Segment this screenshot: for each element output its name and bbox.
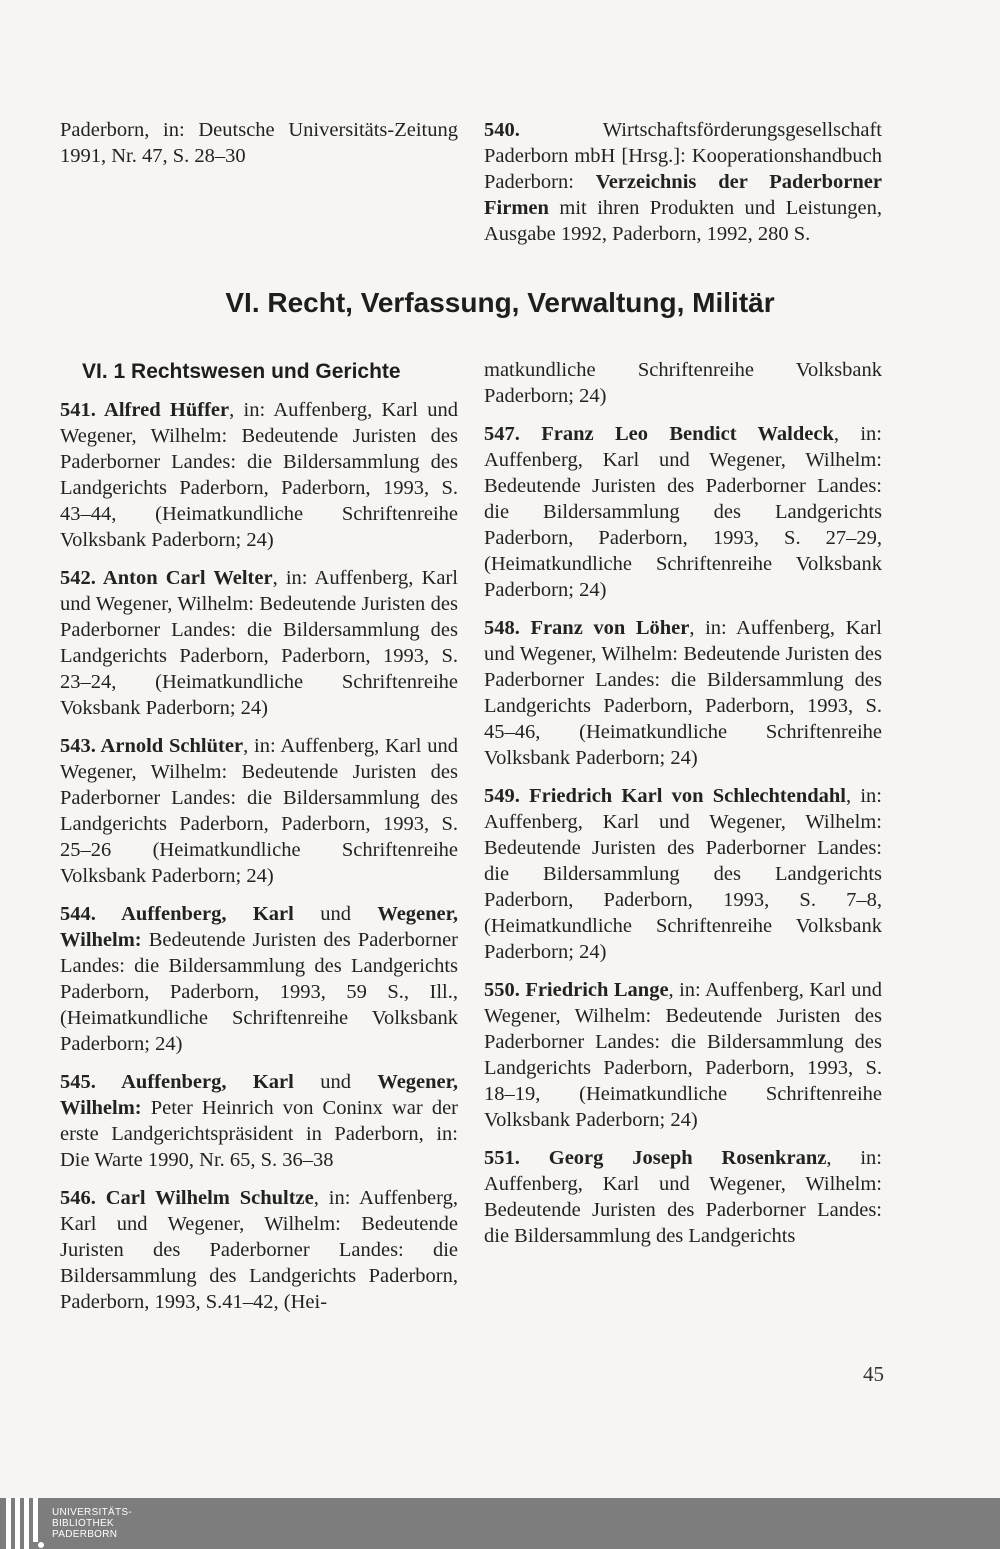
- entry-number: 545.: [60, 1071, 96, 1093]
- entry-name: Franz Leo Bendict Waldeck: [519, 423, 834, 445]
- entry-number: 543.: [60, 735, 96, 757]
- entry-text: , in: Auffenberg, Karl und Wegener, Wilhelm: Bedeutende Juristen des Paderborner Landes: die Bildersammlung des Landgerichts Paderborn, Paderborn, 1993, S. 45–46, (Heimatkundliche Schriftenreihe Volksbank Paderborn; 24): [484, 617, 882, 769]
- entry-text: mit ihren Produkten und Leistungen, Ausgabe 1992, Paderborn, 1992, 280 S.: [484, 197, 882, 245]
- logo-line: PADERBORN: [52, 1529, 118, 1540]
- bibliography-entry-547: [484, 421, 882, 603]
- entry-name: Anton Carl Welter: [95, 567, 273, 589]
- entry-number: 550.: [484, 979, 520, 1001]
- entry-number: 541.: [60, 399, 96, 421]
- bibliography-continuation: matkundliche Schriftenreihe Volksbank Paderborn; 24): [484, 359, 882, 407]
- entry-name: Wegener, Wilhelm:: [60, 1071, 458, 1119]
- bibliography-entry-548: [484, 615, 882, 771]
- entry-text: , in: Auffenberg, Karl und Wegener, Wilhelm: Bedeutende Juristen des Paderborner Landes: die Bildersammlung des Landgerichts Paderborn, Paderborn, 1993, S. 18–19, (Heimatkundliche Schriftenreihe Volksbank Paderborn; 24): [484, 979, 882, 1131]
- subsection-title: VI. 1 Rechtswesen und Gerichte: [82, 360, 401, 383]
- bibliography-entry-544: [60, 901, 458, 1057]
- section-title: VI. Recht, Verfassung, Verwaltung, Militär: [225, 287, 775, 318]
- entry-text: Wirtschaftsförderungsgesellschaft Paderborn mbH [Hrsg.]: Kooperationshandbuch Paderborn:: [484, 119, 882, 193]
- entry-text: , in: Auffenberg, Karl und Wegener, Wilhelm: Bedeutende Juristen des Paderborner Landes: die Bildersammlung des Landgerichts Paderborn, Paderborn, 1993, S. 27–29, (Heimatkundliche Schriftenreihe Volksbank Paderborn; 24): [484, 423, 882, 601]
- logo-line: BIBLIOTHEK: [52, 1518, 114, 1529]
- bibliography-entry-549: [484, 783, 882, 965]
- entry-text: , in: Auffenberg, Karl und Wegener, Wilhelm: Bedeutende Juristen des Paderborner Landes: die Bildersammlung des Landgerichts Paderborn, Paderborn, 1993, S. 23–24, (Heimatkundliche Schriftenreihe Voksbank Paderborn; 24): [60, 567, 458, 719]
- entry-text: , in: Auffenberg, Karl und Wegener, Wilhelm: Bedeutende Juristen des Paderborner Landes: die Bildersammlung des Landgerichts Paderborn, Paderborn, 1993, S. 7–8, (Heimatkundliche Schriftenreihe Volksbank Paderborn; 24): [484, 785, 882, 963]
- bibliography-continuation: Paderborn, in: Deutsche Universitäts-Zeitung 1991, Nr. 47, S. 28–30: [60, 119, 458, 167]
- entry-number: 544.: [60, 903, 96, 925]
- entry-number: 551.: [484, 1147, 520, 1169]
- entry-text: , in: Auffenberg, Karl und Wegener, Wilhelm: Bedeutende Juristen des Paderborner Landes: die Bildersammlung des Landgerichts Paderborn, Paderborn, 1993, S. 43–44, (Heimatkundliche Schriftenreihe Volksbank Paderborn; 24): [60, 399, 458, 551]
- top-right-fragment: [484, 117, 882, 259]
- entry-name: Friedrich Lange: [519, 979, 669, 1001]
- bibliography-entry-551: [484, 1145, 882, 1249]
- entry-text: , in: Auffenberg, Karl und Wegener, Wilhelm: Bedeutende Juristen des Paderborner Landes: die Bildersammlung des Landgerichts Paderborn, Paderborn, 1993, S. 25–26 (Heimatkundliche Schriftenreihe Volksbank Paderborn; 24): [60, 735, 458, 887]
- entry-text: , in: Auffenberg, Karl und Wegener, Wilhelm: Bedeutende Juristen des Paderborner Landes: die Bildersammlung des Landgerichts Paderborn, Paderborn, 1993, S.41–42, (Hei-: [60, 1187, 458, 1313]
- entry-name: Wegener, Wilhelm:: [60, 903, 458, 951]
- bibliography-entry-550: [484, 977, 882, 1133]
- entry-text: , in: Auffenberg, Karl und Wegener, Wilhelm: Bedeutende Juristen des Paderborner Landes: die Bildersammlung des Landgerichts: [484, 1147, 882, 1247]
- entry-text: und: [293, 1071, 378, 1093]
- top-left-fragment: [60, 117, 458, 169]
- logo-line: UNIVERSITÄTS-: [52, 1507, 133, 1518]
- page-number: 45: [863, 1362, 884, 1386]
- logo-dot-icon: [38, 1542, 44, 1548]
- entry-name: Franz von Löher: [519, 617, 690, 639]
- right-column: [484, 357, 882, 1261]
- entry-number: 546.: [60, 1187, 96, 1209]
- entry-name: Friedrich Karl von Schlechtendahl: [519, 785, 846, 807]
- bibliography-entry-541: [60, 397, 458, 553]
- entry-number: 540.: [484, 119, 520, 141]
- library-name: [52, 1507, 132, 1540]
- entry-name: Georg Joseph Rosenkranz: [519, 1147, 827, 1169]
- entry-name: Auffenberg, Karl: [95, 903, 294, 925]
- entry-title: Verzeichnis der Paderborner Firmen: [484, 171, 882, 219]
- bibliography-entry-545: [60, 1069, 458, 1173]
- entry-number: 547.: [484, 423, 520, 445]
- left-column: [60, 357, 458, 1327]
- entry-number: 548.: [484, 617, 520, 639]
- entry-text: und: [293, 903, 378, 925]
- library-logo: [0, 1498, 132, 1549]
- logo-bars-icon: [6, 1498, 42, 1549]
- bibliography-entry-543: [60, 733, 458, 889]
- entry-text: Peter Heinrich von Coninx war der erste Landgerichtspräsident in Paderborn, in: Die Warte 1990, Nr. 65, S. 36–38: [60, 1097, 458, 1171]
- entry-number: 542.: [60, 567, 96, 589]
- entry-name: Carl Wilhelm Schultze: [95, 1187, 314, 1209]
- bibliography-entry-542: [60, 565, 458, 721]
- entry-text: Bedeutende Juristen des Paderborner Landes: die Bildersammlung des Landgerichts Paderborn, Paderborn, 1993, 59 S., Ill., (Heimatkundliche Schriftenreihe Volksbank Paderborn; 24): [60, 929, 458, 1055]
- footer-bar: [0, 1498, 1000, 1549]
- bibliography-entry-546: [60, 1185, 458, 1315]
- entry-number: 549.: [484, 785, 520, 807]
- bibliography-entry-540: [484, 117, 882, 247]
- entry-name: Arnold Schlüter: [95, 735, 244, 757]
- entry-name: Alfred Hüffer: [95, 399, 230, 421]
- entry-name: Auffenberg, Karl: [95, 1071, 294, 1093]
